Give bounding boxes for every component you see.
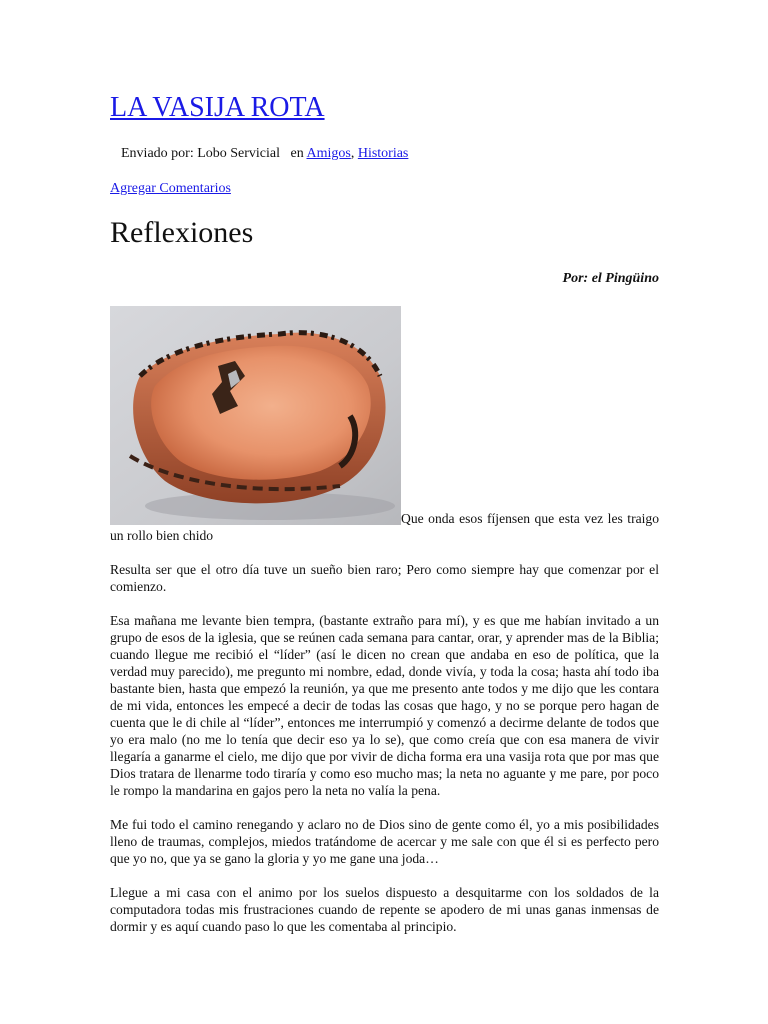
article-body (110, 510, 659, 952)
article-byline: Por: el Pingüino (562, 271, 659, 286)
intro-text: Que onda esos fíjensen que esta vez les traigo un rollo bien chido (110, 511, 659, 543)
intro-paragraph (110, 510, 659, 544)
in-label: en (290, 146, 304, 161)
add-comments-wrapper (110, 181, 231, 197)
broken-bowl-icon (110, 306, 401, 525)
category-link-historias[interactable]: Historias (357, 146, 409, 161)
sent-by-label: Enviado por: Lobo Servicial (121, 146, 281, 161)
category-separator: , (350, 146, 355, 161)
post-meta (121, 146, 408, 162)
article-heading: Reflexiones (110, 216, 254, 249)
broken-bowl-image (110, 306, 401, 525)
category-link-amigos[interactable]: Amigos (306, 146, 351, 161)
image-float-spacer (110, 510, 401, 511)
post-title-link[interactable]: LA VASIJA ROTA (110, 92, 325, 123)
article-paragraph: Me fui todo el camino renegando y aclaro no de Dios sino de gente como él, yo a mis posibilidades lleno de traumas, complejos, miedos tratándome de acercar y me sale con que él si es perfecto pero que yo no, que ya se gano la gloria y yo me gane una joda… (110, 817, 659, 866)
article-paragraph: Resulta ser que el otro día tuve un sueño bien raro; Pero como siempre hay que comenzar por el comienzo. (110, 562, 659, 594)
add-comments-link[interactable]: Agregar Comentarios (110, 181, 231, 196)
article-paragraph: Esa mañana me levante bien tempra, (bastante extraño para mí), y es que me habían invitado a un grupo de esos de la iglesia, que se reúnen cada semana para cantar, orar, y aprender mas de la Biblia; cuando llegue me recibió el “líder” (así le dicen no crean que andaba en eso de política, que la verdad muy parecido), me pregunto mi nombre, edad, donde vivía, y toda la cosa; hasta ahí todo iba bastante bien, hasta que empezó la reunión, ya que me presento ante todos y me dijo que les contara de mi vida, entonces les empecé a decir de todas las cosas que hago, y no se porque pero hagan de cuenta que le di chile al “líder”, entonces me interrumpió y comenzó a decirme delante de todos que yo era malo (no me lo tenía que decir eso ya lo se), que como creía que con esa manera de vivir llegaría a ganarme el cielo, me dijo que por vivir de dicha forma era una vasija rota que por mas que Dios tratara de llenarme todo tiraría y como eso mucho mas; la neta no aguante y me pare, por poco le rompo la mandarina en gajos pero la neta no valía la pena. (110, 613, 659, 798)
article-paragraph: Llegue a mi casa con el animo por los suelos dispuesto a desquitarme con los soldados de la computadora todas mis frustraciones cuando de repente se apodero de mi unas ganas inmensas de dormir y es aquí cuando paso lo que les comentaba al principio. (110, 885, 659, 934)
